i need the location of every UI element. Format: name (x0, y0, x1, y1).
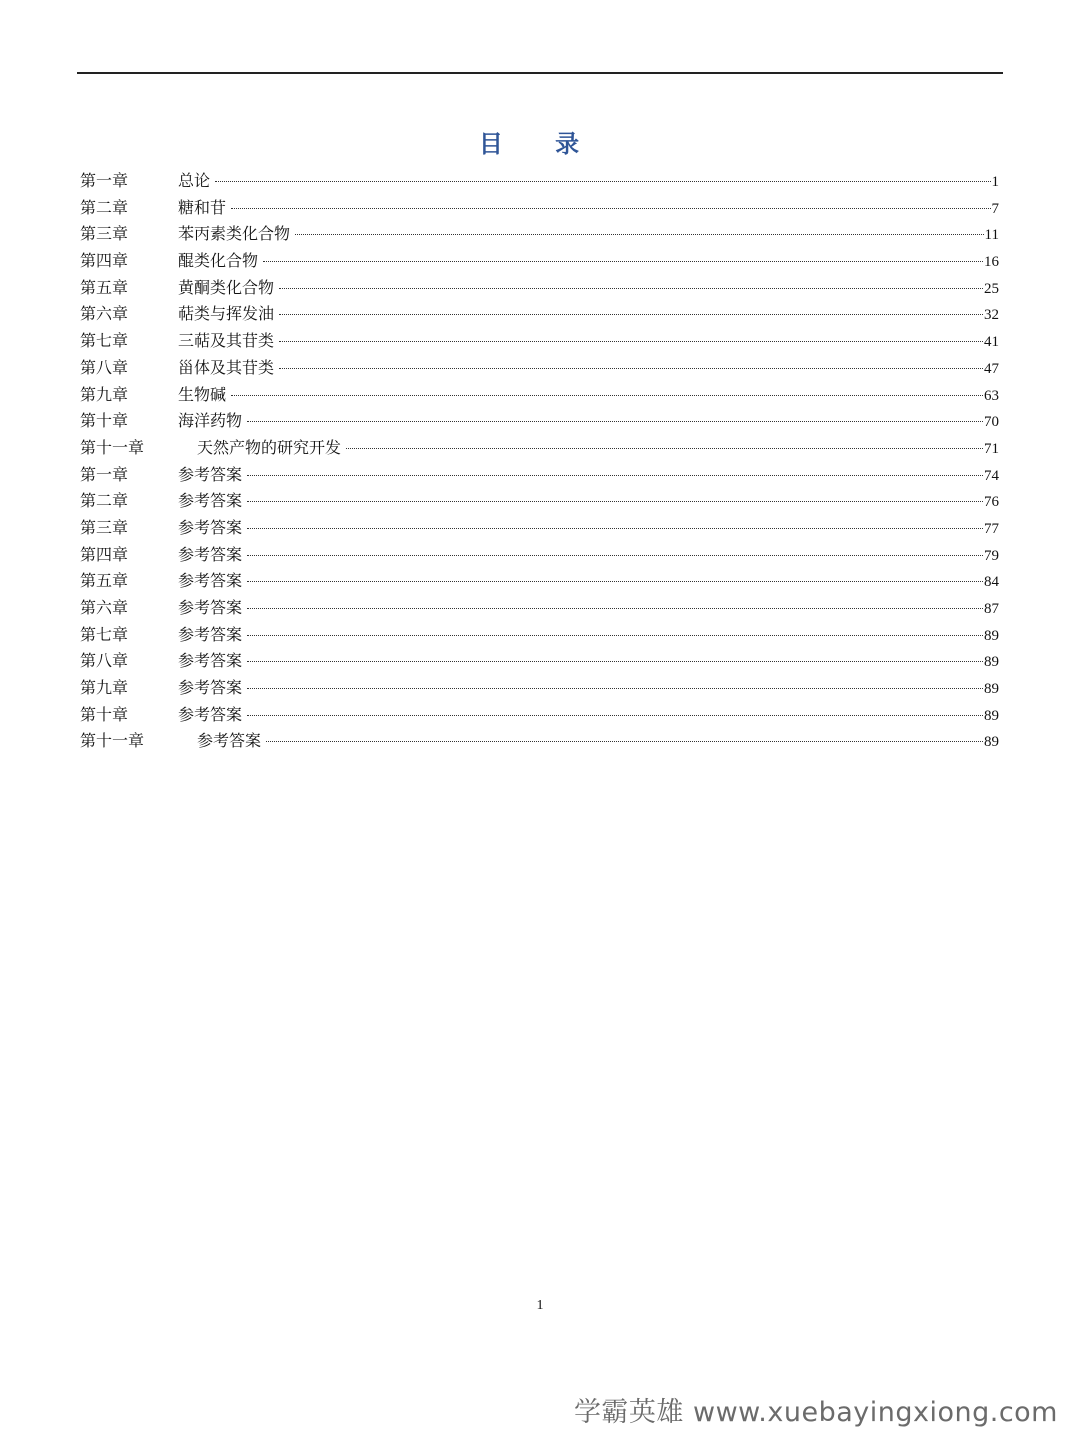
toc-page-number: 76 (984, 494, 999, 511)
page-number: 1 (536, 1298, 544, 1313)
toc-list (80, 168, 999, 755)
toc-entry[interactable] (80, 195, 999, 222)
toc-entry[interactable] (80, 622, 999, 649)
toc-page-number: 89 (984, 734, 999, 751)
toc-page-number: 74 (984, 467, 999, 484)
toc-page-number: 25 (984, 280, 999, 297)
toc-page-number: 1 (991, 174, 999, 190)
toc-chapter: 第六章 (80, 304, 129, 324)
toc-page-number: 89 (984, 654, 999, 671)
toc-entry[interactable] (80, 462, 999, 489)
toc-entry-title: 糖和苷 (178, 197, 227, 217)
toc-entry[interactable] (80, 355, 999, 382)
toc-page-number: 70 (984, 414, 999, 431)
toc-entry-title: 萜类与挥发油 (178, 304, 275, 324)
toc-chapter: 第七章 (80, 331, 129, 351)
dot-leader (215, 180, 990, 182)
toc-chapter: 第五章 (80, 277, 129, 297)
toc-entry[interactable] (80, 595, 999, 622)
toc-entry[interactable] (80, 248, 999, 275)
toc-chapter: 第二章 (80, 197, 129, 217)
toc-entry[interactable] (80, 515, 999, 542)
toc-entry-title: 醌类化合物 (178, 251, 259, 271)
toc-page-number: 84 (984, 574, 999, 591)
toc-chapter: 第四章 (80, 251, 129, 271)
dot-leader (247, 634, 983, 636)
toc-chapter: 第七章 (80, 624, 129, 644)
toc-entry-title: 苯丙素类化合物 (178, 224, 291, 244)
dot-leader (279, 287, 983, 289)
toc-entry-title: 甾体及其苷类 (178, 357, 275, 377)
toc-entry-title: 海洋药物 (178, 411, 243, 431)
toc-chapter: 第八章 (80, 651, 129, 671)
dot-leader (346, 447, 983, 449)
toc-chapter: 第十一章 (80, 731, 145, 751)
header-rule (77, 72, 1003, 74)
dot-leader (231, 394, 983, 396)
toc-chapter: 第三章 (80, 517, 129, 537)
toc-chapter: 第五章 (80, 571, 129, 591)
dot-leader (247, 714, 983, 716)
toc-entry-title: 生物碱 (178, 384, 227, 404)
toc-entry-title: 参考答案 (178, 624, 243, 644)
toc-page-number: 89 (984, 707, 999, 724)
dot-leader (247, 607, 983, 609)
toc-chapter: 第六章 (80, 598, 129, 617)
dot-leader (295, 233, 984, 235)
dot-leader (247, 580, 983, 582)
toc-entry[interactable] (80, 488, 999, 515)
dot-leader (247, 474, 983, 476)
toc-entry[interactable] (80, 408, 999, 435)
dot-leader (247, 527, 983, 529)
toc-entry[interactable] (80, 301, 999, 328)
toc-entry[interactable] (80, 275, 999, 302)
toc-page-number: 79 (984, 547, 999, 564)
dot-leader (247, 687, 983, 689)
toc-entry[interactable] (80, 702, 999, 729)
dot-leader (247, 500, 983, 502)
toc-page-number: 16 (984, 254, 999, 271)
dot-leader (279, 313, 983, 315)
toc-page-number: 87 (984, 601, 999, 617)
toc-page-number: 11 (984, 227, 999, 244)
toc-entry-title: 参考答案 (178, 651, 243, 671)
dot-leader (247, 420, 983, 422)
toc-page-number: 71 (984, 440, 999, 457)
toc-chapter: 第八章 (80, 357, 129, 377)
toc-chapter: 第十章 (80, 411, 129, 431)
dot-leader (231, 207, 990, 209)
toc-entry-title: 总论 (178, 171, 211, 190)
toc-entry[interactable] (80, 382, 999, 409)
toc-page-number: 89 (984, 681, 999, 698)
toc-entry-title: 参考答案 (178, 704, 243, 724)
toc-entry[interactable] (80, 328, 999, 355)
toc-page-number: 89 (984, 627, 999, 644)
toc-entry[interactable] (80, 542, 999, 569)
toc-chapter: 第一章 (80, 171, 129, 190)
toc-chapter: 第九章 (80, 678, 129, 698)
dot-leader (247, 554, 983, 556)
toc-chapter: 第十一章 (80, 437, 145, 457)
toc-page-number: 77 (984, 520, 999, 537)
toc-entry-title: 参考答案 (178, 517, 243, 537)
toc-entry-title: 参考答案 (178, 544, 243, 564)
site-watermark: 学霸英雄 www.xuebayingxiong.com (573, 1397, 1058, 1428)
toc-entry-title: 参考答案 (178, 464, 243, 484)
toc-chapter: 第四章 (80, 544, 129, 564)
dot-leader (279, 367, 983, 369)
toc-entry-title: 参考答案 (197, 731, 262, 751)
toc-page-number: 7 (991, 200, 999, 217)
toc-page-number: 41 (984, 334, 999, 351)
toc-entry-title: 参考答案 (178, 491, 243, 511)
toc-chapter: 第十章 (80, 704, 129, 724)
dot-leader (247, 660, 983, 662)
toc-entry-title: 参考答案 (178, 678, 243, 698)
toc-chapter: 第三章 (80, 224, 129, 244)
toc-entry-title: 参考答案 (178, 571, 243, 591)
toc-chapter: 第二章 (80, 491, 129, 511)
toc-entry[interactable] (80, 221, 999, 248)
toc-entry[interactable] (80, 648, 999, 675)
toc-entry-title: 黄酮类化合物 (178, 277, 275, 297)
toc-entry-title: 三萜及其苷类 (178, 331, 275, 351)
toc-chapter: 第九章 (80, 384, 129, 404)
toc-entry[interactable] (80, 728, 999, 755)
toc-title: 目 录 (478, 130, 602, 158)
toc-page-number: 32 (984, 307, 999, 324)
toc-chapter: 第一章 (80, 464, 129, 484)
toc-entry[interactable] (80, 568, 999, 595)
toc-entry[interactable] (80, 435, 999, 462)
dot-leader (266, 740, 983, 742)
dot-leader (279, 340, 983, 342)
toc-entry[interactable] (80, 168, 999, 195)
toc-page-number: 63 (984, 387, 999, 404)
toc-page-number: 47 (984, 360, 999, 377)
toc-entry[interactable] (80, 675, 999, 702)
toc-entry-title: 天然产物的研究开发 (197, 437, 342, 457)
toc-entry-title: 参考答案 (178, 598, 243, 617)
dot-leader (263, 260, 983, 262)
